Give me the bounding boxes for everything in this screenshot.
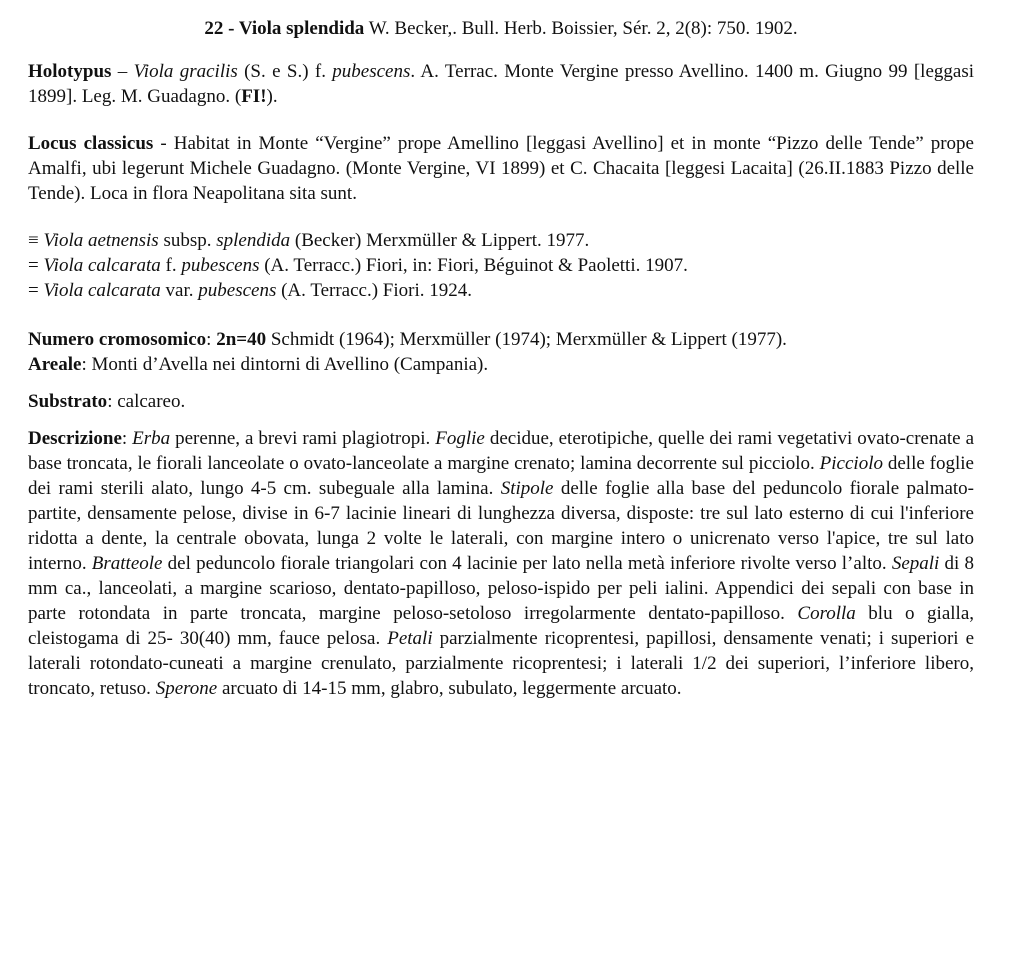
descrizione-term: Erba: [132, 428, 171, 449]
holotypus-species: Viola gracilis: [133, 61, 238, 82]
synonyms-list: [28, 228, 974, 303]
synonym-genus: Viola calcarata: [43, 255, 161, 276]
descrizione-term: Stipole: [500, 478, 554, 499]
areale-paragraph: [28, 352, 974, 377]
synonym-epithet: splendida: [216, 230, 291, 251]
synonym-symbol: ≡: [28, 230, 44, 251]
synonym-genus: Viola aetnensis: [43, 230, 159, 251]
locus-text: - Habitat in Monte “Vergine” prope Amellino [leggasi Avellino] et in monte “Pizzo delle Tende” prope Amalfi, ubi legerunt Michele Guadagno. (Monte Vergine, VI 1899) et C. Chacaita [leggesi Lacaita] (26.II.1883 Pizzo delle Tende). Loca in flora Neapolitana sita sunt.: [28, 133, 974, 204]
descrizione-text: decidue, eterotipiche, quelle dei rami vegetativi ovato-crenate a base troncata, le fiorali lanceolate o ovato-lanceolate a margine crenato; lamina decorrente sul picciolo.: [28, 428, 975, 474]
holotypus-mid: (S. e S.) f.: [237, 61, 333, 82]
holotypus-paragraph: [28, 59, 974, 109]
synonym-symbol: =: [28, 280, 44, 301]
locus-classicus-paragraph: [28, 131, 974, 206]
holotypus-form: pubescens: [332, 61, 411, 82]
synonym-authority: (A. Terracc.) Fiori, in: Fiori, Béguinot & Paoletti. 1907.: [259, 255, 688, 276]
title-author: W. Becker,. Bull. Herb. Boissier, Sér. 2, 2(8): 750. 1902.: [364, 18, 798, 39]
substrato-label: Substrato: [28, 391, 108, 412]
title-number: 22 -: [204, 18, 239, 39]
synonym-item: [28, 228, 974, 253]
synonym-symbol: =: [28, 255, 44, 276]
synonym-genus: Viola calcarata: [43, 280, 161, 301]
descrizione-term: Sepali: [891, 553, 940, 574]
holotypus-label: Holotypus: [28, 61, 112, 82]
descrizione-term: Foglie: [435, 428, 485, 449]
synonym-authority: (A. Terracc.) Fiori. 1924.: [276, 280, 473, 301]
descrizione-text: di 8 mm ca., lanceolati, a margine scarioso, dentato-papilloso, peloso-ispido per peli ialini. Appendici dei sepali con base in parte rotondata in parte troncata, margine peloso-setoloso irregolarmente dentato-papilloso.: [28, 553, 974, 624]
substrato-text: : calcareo.: [107, 391, 186, 412]
cromosomico-paragraph: [28, 327, 974, 352]
title-species: Viola splendida: [238, 18, 365, 39]
holotypus-dash: –: [111, 61, 134, 82]
descrizione-term: Sperone: [155, 678, 218, 699]
holotypus-end: ).: [266, 86, 278, 107]
descrizione-text: parzialmente ricoprentesi, papillosi, densamente venati; i superiori e laterali rotondato-cuneati a margine crenulato, parzialmente ricoprentesi; i laterali 1/2 dei superiori, l’inferiore libero, troncato, retuso.: [28, 628, 974, 699]
areale-text: : Monti d’Avella nei dintorni di Avellino (Campania).: [81, 354, 489, 375]
cromosomico-references: Schmidt (1964); Merxmüller (1974); Merxmüller & Lippert (1977).: [266, 329, 787, 350]
cromosomico-colon: :: [206, 329, 217, 350]
descrizione-term: Petali: [387, 628, 433, 649]
cromosomico-label: Numero cromosomico: [28, 329, 207, 350]
holotypus-herbarium: FI!: [241, 86, 267, 107]
page-title: [28, 16, 974, 41]
synonym-epithet: pubescens: [181, 255, 260, 276]
holotypus-text: . A. Terrac. Monte Vergine presso Avellino. 1400 m. Giugno 99 [leggasi 1899]. Leg. M. Guadagno. (: [28, 61, 974, 107]
synonym-rank: var.: [160, 280, 199, 301]
document-page: [28, 16, 974, 701]
descrizione-term: Picciolo: [819, 453, 883, 474]
locus-label: Locus classicus: [28, 133, 154, 154]
synonym-rank: f.: [160, 255, 182, 276]
descrizione-text: :: [121, 428, 133, 449]
descrizione-text: del peduncolo fiorale triangolari con 4 lacinie per lato nella metà inferiore rivolte verso l’alto.: [162, 553, 892, 574]
descrizione-text: perenne, a brevi rami plagiotropi.: [170, 428, 436, 449]
descrizione-text: blu o gialla, cleistogama di 25- 30(40) mm, fauce pelosa.: [28, 603, 974, 649]
synonym-epithet: pubescens: [198, 280, 277, 301]
descrizione-paragraph: [28, 426, 974, 701]
substrato-paragraph: [28, 389, 974, 414]
synonym-item: [28, 253, 974, 278]
cromosomico-value: 2n=40: [216, 329, 267, 350]
synonym-rank: subsp.: [158, 230, 217, 251]
descrizione-label: Descrizione: [28, 428, 122, 449]
synonym-authority: (Becker) Merxmüller & Lippert. 1977.: [290, 230, 590, 251]
descrizione-text: delle foglie dei rami sterili alato, lungo 4-5 cm. subeguale alla lamina.: [28, 453, 974, 499]
descrizione-text: arcuato di 14-15 mm, glabro, subulato, leggermente arcuato.: [217, 678, 682, 699]
descrizione-text: delle foglie alla base del peduncolo fiorale palmato-partite, densamente pelose, divise in 6-7 lacinie lineari di lunghezza diversa, disposte: tre sul lato esterno di cui l'inferiore ridotta a dente, la centrale obovata, lunga 2 volte le laterali, con margine intero o unicrenato verso l'apice, tre sul lato interno.: [28, 478, 975, 574]
synonym-item: [28, 278, 974, 303]
descrizione-term: Bratteole: [91, 553, 163, 574]
areale-label: Areale: [28, 354, 82, 375]
descrizione-term: Corolla: [797, 603, 856, 624]
